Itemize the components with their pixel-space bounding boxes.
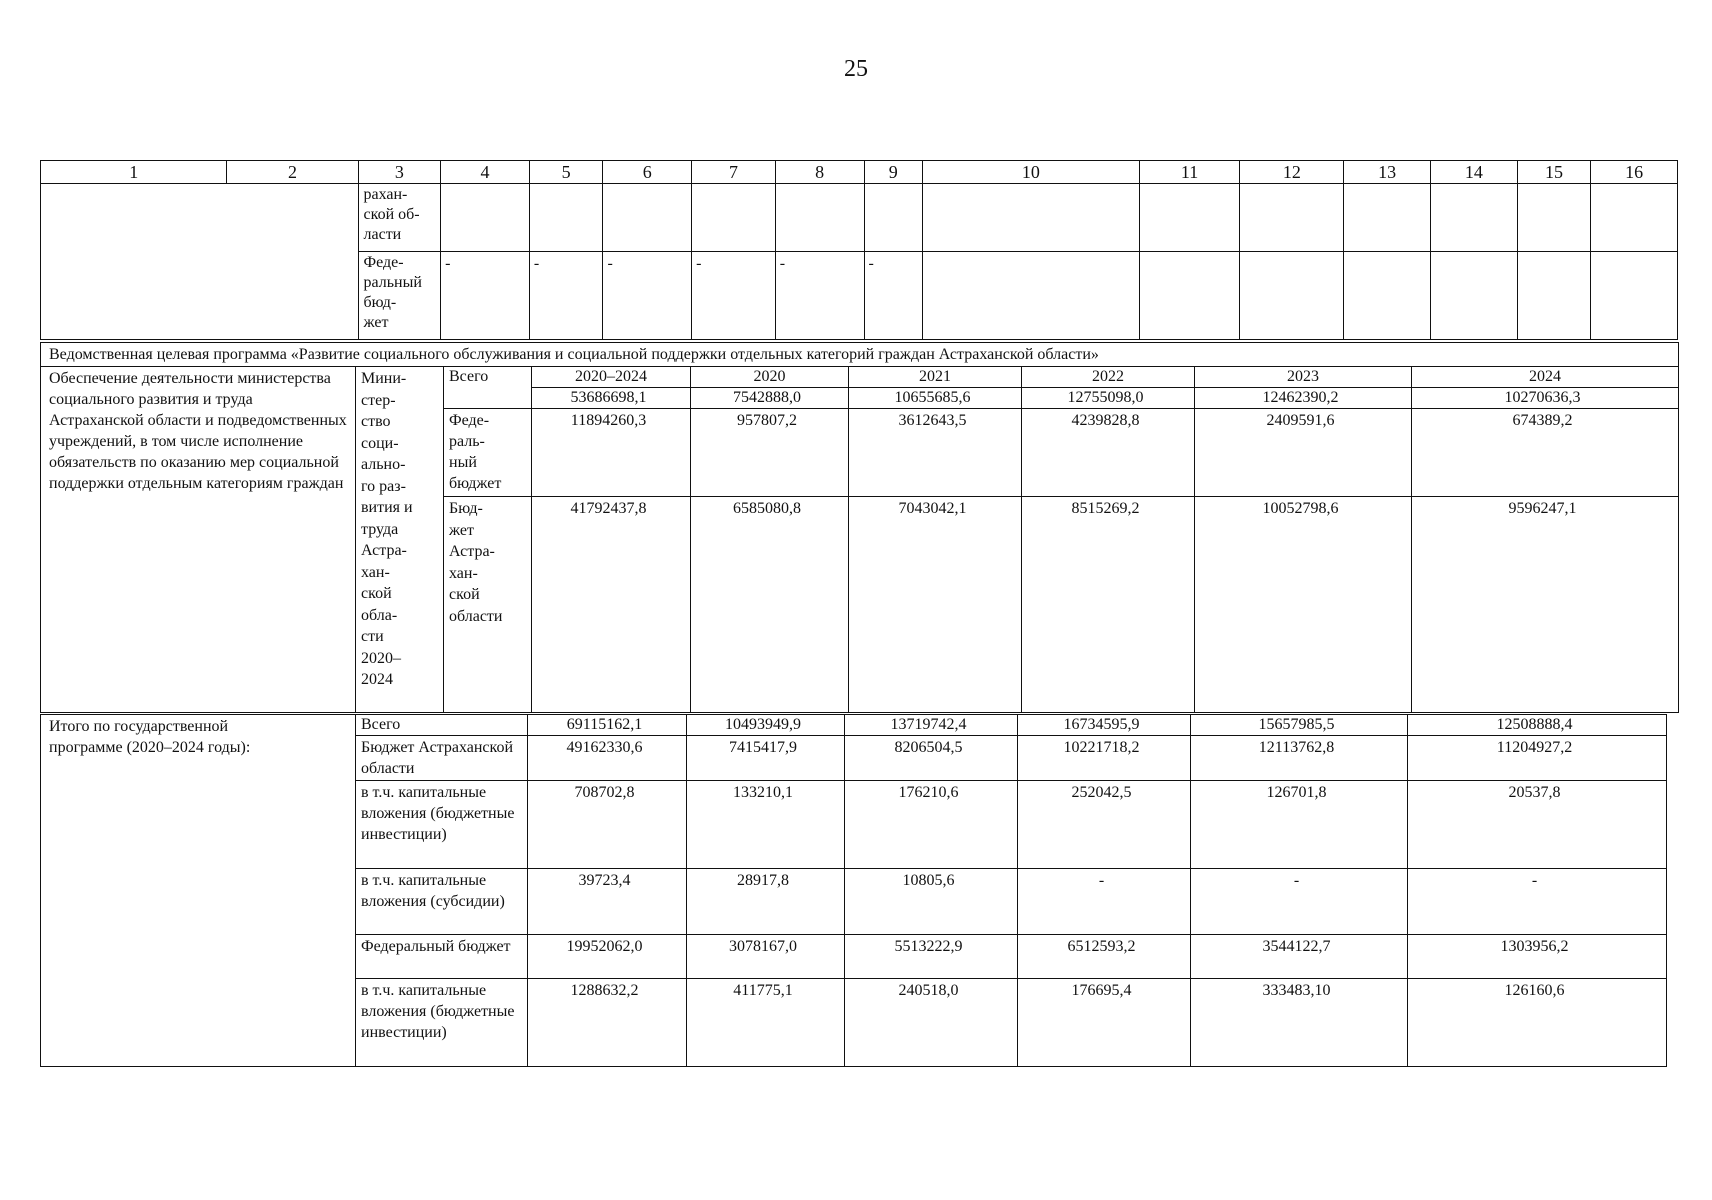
value-cell: 53686698,1 bbox=[532, 388, 691, 409]
section-title: Ведомственная целевая программа «Развитие социального обслуживания и социальной поддержки отдельных категорий граждан Астраханской области» bbox=[41, 343, 1679, 367]
value-cell: 3544122,7 bbox=[1191, 935, 1408, 979]
value-cell: - bbox=[1018, 869, 1191, 935]
value-cell: 957807,2 bbox=[691, 409, 849, 497]
value-cell: 6585080,8 bbox=[691, 497, 849, 713]
table-cell bbox=[1591, 184, 1678, 252]
totals-label bbox=[41, 715, 356, 1067]
row-label: в т.ч. капитальные вложения (бюджетные инвестиции) bbox=[356, 979, 528, 1067]
value-cell: 411775,1 bbox=[687, 979, 845, 1067]
continuation-table bbox=[40, 160, 1678, 340]
value-cell: 3078167,0 bbox=[687, 935, 845, 979]
row-label: Всего bbox=[444, 367, 532, 409]
table-cell bbox=[775, 184, 864, 252]
table-row bbox=[41, 367, 1679, 388]
row-label: в т.ч. капитальные вложения (бюджетные инвестиции) bbox=[356, 781, 528, 869]
value-cell: 15657985,5 bbox=[1191, 715, 1408, 736]
executor-cell: рахан- ской об- ласти bbox=[358, 184, 441, 252]
value-cell: 7415417,9 bbox=[687, 736, 845, 781]
table-cell bbox=[1517, 184, 1591, 252]
table-row bbox=[41, 715, 1667, 736]
table-row bbox=[41, 184, 1678, 252]
column-number: 11 bbox=[1139, 161, 1240, 184]
column-number: 7 bbox=[692, 161, 776, 184]
table-cell bbox=[1430, 252, 1517, 340]
value-cell: 6512593,2 bbox=[1018, 935, 1191, 979]
activity-description: Обеспечение деятельности министерства социального развития и труда Астраханской области и подведомственных учреждений, в том числе исполнение обязательств по оказанию мер социальной поддержки отдельным категориям граждан bbox=[41, 367, 356, 713]
column-number: 12 bbox=[1240, 161, 1344, 184]
value-cell: 708702,8 bbox=[528, 781, 687, 869]
column-number: 2 bbox=[227, 161, 358, 184]
value-cell: 39723,4 bbox=[528, 869, 687, 935]
page-number: 25 bbox=[844, 56, 868, 82]
year-header: 2020–2024 bbox=[532, 367, 691, 388]
table-cell bbox=[1240, 252, 1344, 340]
table-cell bbox=[1344, 184, 1431, 252]
year-header: 2020 bbox=[691, 367, 849, 388]
table-cell: - bbox=[692, 252, 776, 340]
value-cell: 1288632,2 bbox=[528, 979, 687, 1067]
value-cell: 13719742,4 bbox=[845, 715, 1018, 736]
empty-cell bbox=[41, 184, 359, 340]
column-number: 13 bbox=[1344, 161, 1431, 184]
column-number: 3 bbox=[358, 161, 441, 184]
value-cell: 3612643,5 bbox=[849, 409, 1022, 497]
column-number: 1 bbox=[41, 161, 227, 184]
value-cell: 252042,5 bbox=[1018, 781, 1191, 869]
value-cell: 240518,0 bbox=[845, 979, 1018, 1067]
value-cell: 10493949,9 bbox=[687, 715, 845, 736]
table-cell bbox=[692, 184, 776, 252]
value-cell: 10655685,6 bbox=[849, 388, 1022, 409]
value-cell: 4239828,8 bbox=[1022, 409, 1195, 497]
value-cell: 133210,1 bbox=[687, 781, 845, 869]
row-label: Феде- раль- ный бюджет bbox=[444, 409, 532, 497]
value-cell: 10270636,3 bbox=[1412, 388, 1679, 409]
value-cell: 126701,8 bbox=[1191, 781, 1408, 869]
table-cell: - bbox=[864, 252, 922, 340]
value-cell: - bbox=[1408, 869, 1667, 935]
section-title-row bbox=[41, 343, 1679, 367]
value-cell: 49162330,6 bbox=[528, 736, 687, 781]
value-cell: 12462390,2 bbox=[1195, 388, 1412, 409]
totals-label-text: Итого по государственной программе (2020–2024 годы): bbox=[49, 718, 251, 756]
column-number: 14 bbox=[1430, 161, 1517, 184]
program-totals-table bbox=[40, 714, 1667, 1067]
value-cell: 20537,8 bbox=[1408, 781, 1667, 869]
row-label: Бюд- жет Астра- хан- ской области bbox=[444, 497, 532, 713]
value-cell: 176210,6 bbox=[845, 781, 1018, 869]
value-cell: 12508888,4 bbox=[1408, 715, 1667, 736]
table-cell bbox=[864, 184, 922, 252]
row-label: Всего bbox=[356, 715, 528, 736]
column-number: 16 bbox=[1591, 161, 1678, 184]
column-number: 9 bbox=[864, 161, 922, 184]
column-number: 5 bbox=[529, 161, 603, 184]
table-cell bbox=[603, 184, 692, 252]
table-cell bbox=[922, 252, 1139, 340]
program-section-table bbox=[40, 342, 1679, 713]
table-cell: - bbox=[441, 252, 530, 340]
value-cell: 126160,6 bbox=[1408, 979, 1667, 1067]
value-cell: 7043042,1 bbox=[849, 497, 1022, 713]
value-cell: 28917,8 bbox=[687, 869, 845, 935]
value-cell: 10221718,2 bbox=[1018, 736, 1191, 781]
table-cell bbox=[1240, 184, 1344, 252]
value-cell: 1303956,2 bbox=[1408, 935, 1667, 979]
row-label: Бюджет Астраханской области bbox=[356, 736, 528, 781]
year-header: 2022 bbox=[1022, 367, 1195, 388]
table-cell bbox=[529, 184, 603, 252]
value-cell: 16734595,9 bbox=[1018, 715, 1191, 736]
table-cell: - bbox=[529, 252, 603, 340]
table-cell bbox=[922, 184, 1139, 252]
column-number: 15 bbox=[1517, 161, 1591, 184]
table-cell bbox=[1139, 184, 1240, 252]
value-cell: 5513222,9 bbox=[845, 935, 1018, 979]
year-header: 2024 bbox=[1412, 367, 1679, 388]
value-cell: 69115162,1 bbox=[528, 715, 687, 736]
table-cell bbox=[1139, 252, 1240, 340]
value-cell: 10052798,6 bbox=[1195, 497, 1412, 713]
column-number: 6 bbox=[603, 161, 692, 184]
table-cell bbox=[1344, 252, 1431, 340]
table-cell: - bbox=[603, 252, 692, 340]
table-cell bbox=[1430, 184, 1517, 252]
value-cell: - bbox=[1191, 869, 1408, 935]
value-cell: 9596247,1 bbox=[1412, 497, 1679, 713]
value-cell: 12755098,0 bbox=[1022, 388, 1195, 409]
value-cell: 19952062,0 bbox=[528, 935, 687, 979]
value-cell: 11204927,2 bbox=[1408, 736, 1667, 781]
value-cell: 333483,10 bbox=[1191, 979, 1408, 1067]
value-cell: 674389,2 bbox=[1412, 409, 1679, 497]
value-cell: 2409591,6 bbox=[1195, 409, 1412, 497]
value-cell: 10805,6 bbox=[845, 869, 1018, 935]
value-cell: 11894260,3 bbox=[532, 409, 691, 497]
value-cell: 7542888,0 bbox=[691, 388, 849, 409]
row-label: Федеральный бюджет bbox=[356, 935, 528, 979]
value-cell: 176695,4 bbox=[1018, 979, 1191, 1067]
value-cell: 12113762,8 bbox=[1191, 736, 1408, 781]
column-number: 8 bbox=[775, 161, 864, 184]
table-cell bbox=[441, 184, 530, 252]
column-number-row bbox=[41, 161, 1678, 184]
value-cell: 8206504,5 bbox=[845, 736, 1018, 781]
column-number: 4 bbox=[441, 161, 530, 184]
table-cell bbox=[1591, 252, 1678, 340]
table-cell bbox=[1517, 252, 1591, 340]
value-cell: 41792437,8 bbox=[532, 497, 691, 713]
column-number: 10 bbox=[922, 161, 1139, 184]
value-cell: 8515269,2 bbox=[1022, 497, 1195, 713]
year-header: 2023 bbox=[1195, 367, 1412, 388]
year-header: 2021 bbox=[849, 367, 1022, 388]
budget-cell: Феде- ральный бюд- жет bbox=[358, 252, 441, 340]
table-cell: - bbox=[775, 252, 864, 340]
row-label: в т.ч. капитальные вложения (субсидии) bbox=[356, 869, 528, 935]
executor-cell: Мини- стер- ство соци- ально- го раз- вития и труда Астра- хан- ской обла- сти 2020– 2024 bbox=[356, 367, 444, 713]
